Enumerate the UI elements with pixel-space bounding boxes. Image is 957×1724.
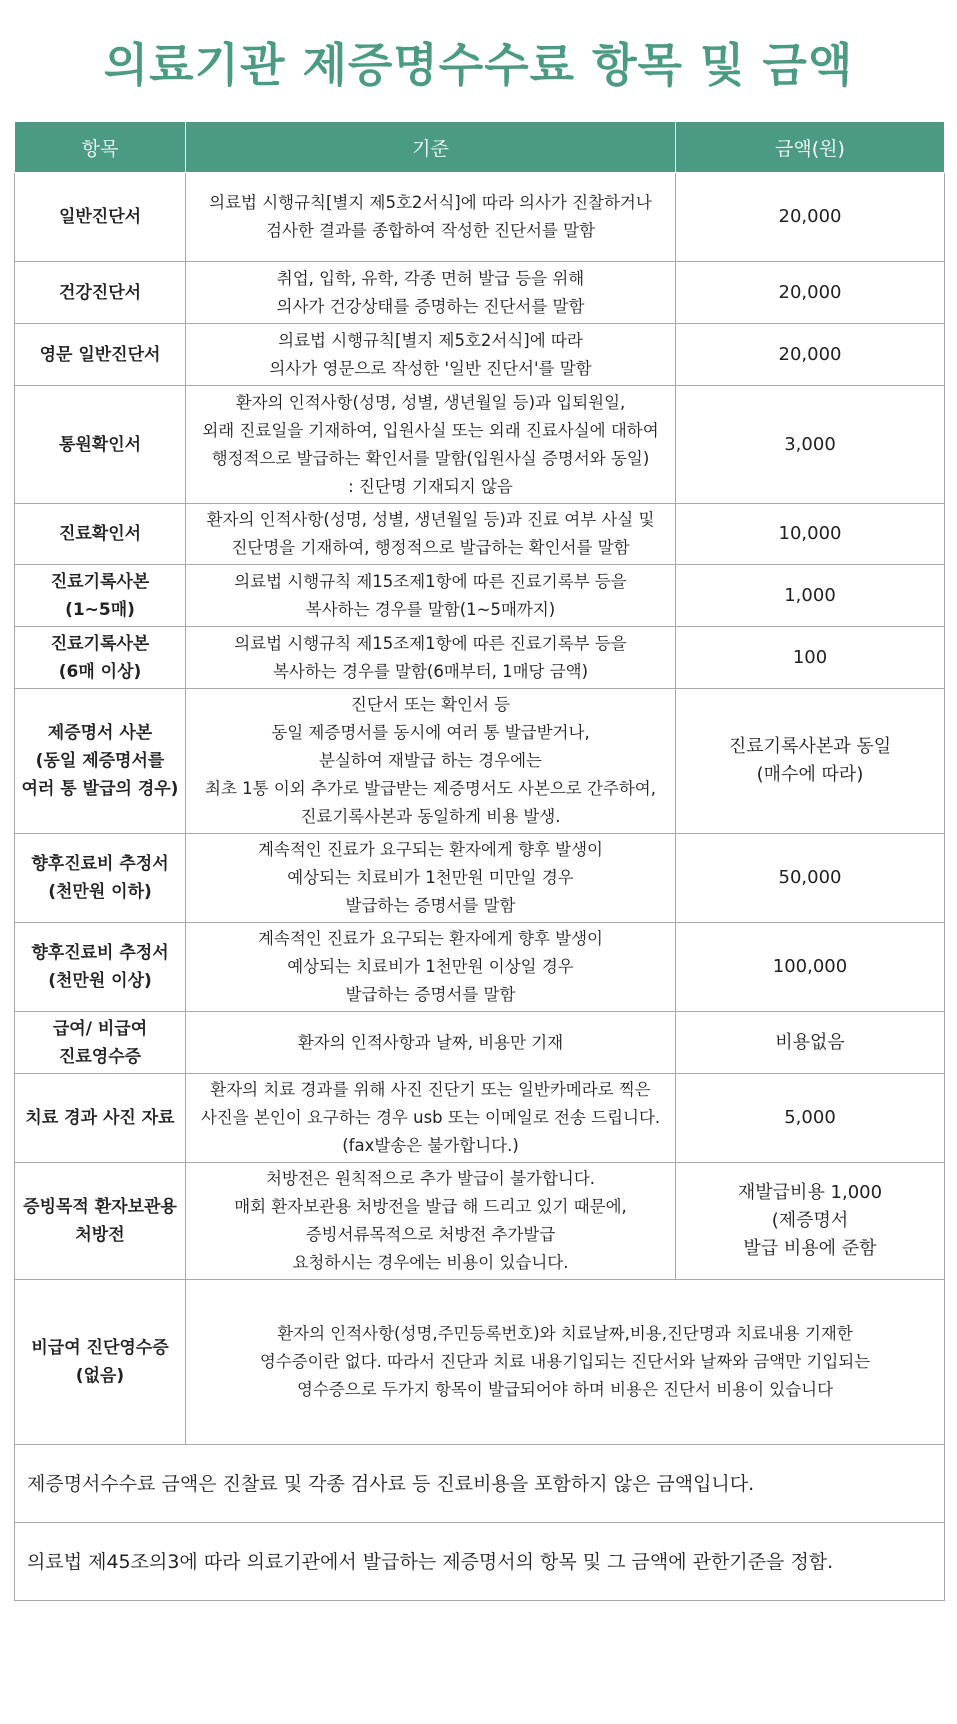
header-amount: 금액(원) [676, 122, 945, 173]
table-row [15, 386, 945, 504]
row-criteria: 의료법 시행규칙[별지 제5호2서식]에 따라 의사가 영문으로 작성한 '일반 진단서'를 말함 [186, 324, 676, 386]
row-item: 제증명서 사본 (동일 제증명서를 여러 통 발급의 경우) [15, 689, 186, 834]
row-criteria: 환자의 인적사항(성명, 성별, 생년월일 등)과 입퇴원일, 외래 진료일을 기재하여, 입원사실 또는 외래 진료사실에 대하여 행정적으로 발급하는 확인서를 말함(입원사실 증명서와 동일) : 진단명 기재되지 않음 [186, 386, 676, 504]
table-row [15, 324, 945, 386]
row-amount: 50,000 [676, 834, 945, 923]
row-criteria: 계속적인 진료가 요구되는 환자에게 향후 발생이 예상되는 치료비가 1천만원 미만일 경우 발급하는 증명서를 말함 [186, 834, 676, 923]
row-amount: 비용없음 [676, 1012, 945, 1074]
row-criteria: 진단서 또는 확인서 등 동일 제증명서를 동시에 여러 통 발급받거나, 분실하여 재발급 하는 경우에는 최초 1통 이외 추가로 발급받는 제증명서도 사본으로 간주하여, 진료기록사본과 동일하게 비용 발생. [186, 689, 676, 834]
row-criteria: 의료법 시행규칙[별지 제5호2서식]에 따라 의사가 진찰하거나 검사한 결과를 종합하여 작성한 진단서를 말함 [186, 173, 676, 262]
note-legal-basis: 의료법 제45조의3에 따라 의료기관에서 발급하는 제증명서의 항목 및 그 금액에 관한기준을 정함. [15, 1523, 945, 1601]
row-amount: 5,000 [676, 1074, 945, 1163]
row-criteria: 계속적인 진료가 요구되는 환자에게 향후 발생이 예상되는 치료비가 1천만원 이상일 경우 발급하는 증명서를 말함 [186, 923, 676, 1012]
table-row [15, 173, 945, 262]
row-amount: 100,000 [676, 923, 945, 1012]
row-amount: 20,000 [676, 262, 945, 324]
table-row [15, 262, 945, 324]
table-row [15, 504, 945, 565]
row-amount: 20,000 [676, 324, 945, 386]
row-criteria: 환자의 인적사항(성명,주민등록번호)와 치료날짜,비용,진단명과 치료내용 기재한 영수증이란 없다. 따라서 진단과 치료 내용기입되는 진단서와 날짜와 금액만 기입되는 영수증으로 두가지 항목이 발급되어야 하며 비용은 진단서 비용이 있습니다 [186, 1280, 945, 1445]
table-header-row [15, 122, 945, 173]
header-criteria: 기준 [186, 122, 676, 173]
row-criteria: 의료법 시행규칙 제15조제1항에 따른 진료기록부 등을 복사하는 경우를 말함(6매부터, 1매당 금액) [186, 627, 676, 689]
row-amount: 3,000 [676, 386, 945, 504]
row-criteria: 환자의 치료 경과를 위해 사진 진단기 또는 일반카메라로 찍은 사진을 본인이 요구하는 경우 usb 또는 이메일로 전송 드립니다. (fax발송은 불가합니다.) [186, 1074, 676, 1163]
row-item: 증빙목적 환자보관용 처방전 [15, 1163, 186, 1280]
row-item: 진료확인서 [15, 504, 186, 565]
note-row [15, 1445, 945, 1523]
row-criteria: 의료법 시행규칙 제15조제1항에 따른 진료기록부 등을 복사하는 경우를 말함(1~5매까지) [186, 565, 676, 627]
table-row [15, 1074, 945, 1163]
row-item: 진료기록사본 (1~5매) [15, 565, 186, 627]
row-amount: 20,000 [676, 173, 945, 262]
row-item: 비급여 진단영수증 (없음) [15, 1280, 186, 1445]
row-item: 일반진단서 [15, 173, 186, 262]
row-item: 통원확인서 [15, 386, 186, 504]
row-item: 건강진단서 [15, 262, 186, 324]
table-row [15, 1280, 945, 1445]
row-criteria: 환자의 인적사항(성명, 성별, 생년월일 등)과 진료 여부 사실 및 진단명을 기재하여, 행정적으로 발급하는 확인서를 말함 [186, 504, 676, 565]
fee-table [14, 121, 945, 1601]
table-row [15, 565, 945, 627]
page-title: 의료기관 제증명수수료 항목 및 금액 [103, 38, 854, 92]
row-amount: 진료기록사본과 동일 (매수에 따라) [676, 689, 945, 834]
row-criteria: 환자의 인적사항과 날짜, 비용만 기재 [186, 1012, 676, 1074]
table-row [15, 1012, 945, 1074]
table-row [15, 689, 945, 834]
table-row [15, 834, 945, 923]
table-row [15, 1163, 945, 1280]
row-item: 급여/ 비급여 진료영수증 [15, 1012, 186, 1074]
note-row [15, 1523, 945, 1601]
row-amount: 재발급비용 1,000 (제증명서 발급 비용에 준함 [676, 1163, 945, 1280]
row-item: 향후진료비 추정서 (천만원 이하) [15, 834, 186, 923]
row-item: 향후진료비 추정서 (천만원 이상) [15, 923, 186, 1012]
header-item: 항목 [15, 122, 186, 173]
row-item: 치료 경과 사진 자료 [15, 1074, 186, 1163]
row-amount: 100 [676, 627, 945, 689]
row-item: 진료기록사본 (6매 이상) [15, 627, 186, 689]
row-criteria: 취업, 입학, 유학, 각종 면허 발급 등을 위해 의사가 건강상태를 증명하는 진단서를 말함 [186, 262, 676, 324]
table-row [15, 923, 945, 1012]
row-criteria: 처방전은 원칙적으로 추가 발급이 불가합니다. 매회 환자보관용 처방전을 발급 해 드리고 있기 때문에, 증빙서류목적으로 처방전 추가발급 요청하시는 경우에는 비용이 있습니다. [186, 1163, 676, 1280]
row-item: 영문 일반진단서 [15, 324, 186, 386]
note-fee-exclusion: 제증명서수수료 금액은 진찰료 및 각종 검사료 등 진료비용을 포함하지 않은 금액입니다. [15, 1445, 945, 1523]
row-amount: 10,000 [676, 504, 945, 565]
row-amount: 1,000 [676, 565, 945, 627]
table-row [15, 627, 945, 689]
